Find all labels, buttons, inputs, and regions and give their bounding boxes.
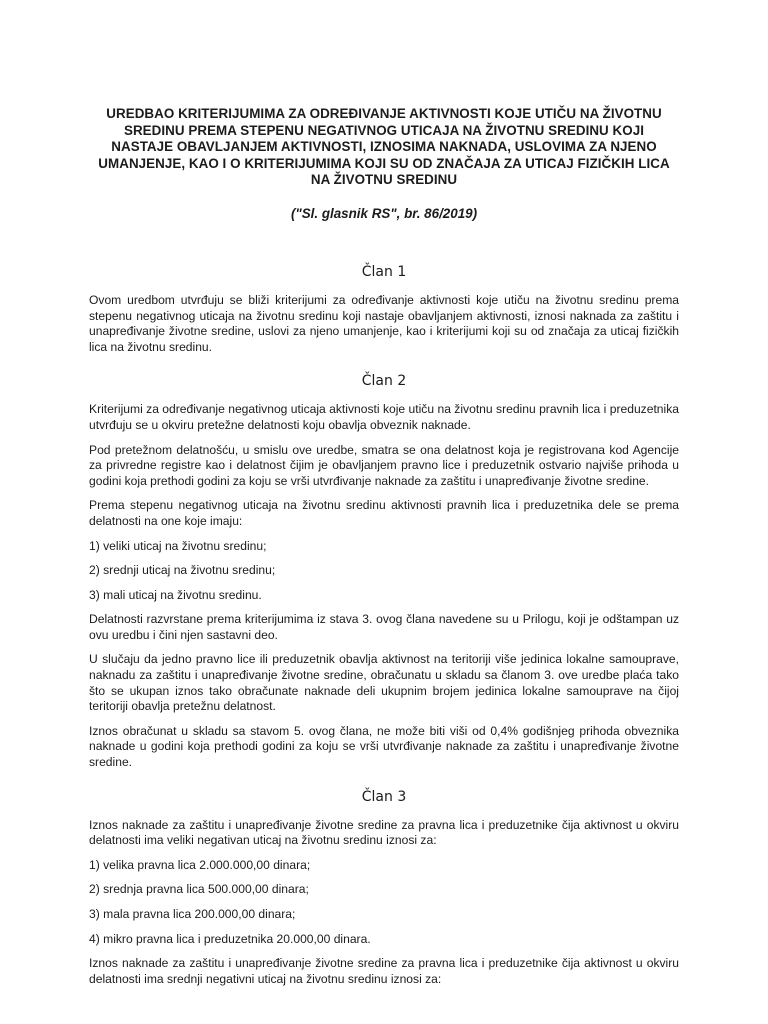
article-1 (89, 263, 679, 355)
article-heading: Član 2 (361, 373, 407, 390)
list-item: 2) srednja pravna lica 500.000,00 dinara; (89, 882, 309, 897)
paragraph: Iznos naknade za zaštitu i unapređivanje životne sredine za pravna lica i preduzetnike čija aktivnost u okviru delatnosti ima srednji negativni uticaj na životnu sredinu iznosi za: (89, 956, 679, 986)
list-item: 4) mikro pravna lica i preduzetnika 20.000,00 dinara. (89, 931, 371, 946)
paragraph: Iznos naknade za zaštitu i unapređivanje životne sredine za pravna lica i preduzetnike čija aktivnost u okviru delatnosti ima veliki negativan uticaj na životnu sredinu iznosi za: (89, 817, 679, 848)
list-item: 1) veliki uticaj na životnu sredinu; (89, 538, 267, 553)
paragraph: U slučaju da jedno pravno lice ili preduzetnik obavlja aktivnost na teritoriji više jedinica lokalne samouprave, naknadu za zaštitu i unapređivanje životne sredine, obračunatu u skladu sa članom 3. ove uredbe plaća tako što se ukupan iznos tako obračunate naknade deli ukupnim brojem jedinica lokalne samouprave na čijoj teritoriji obavlja pretežnu delatnost. (89, 652, 679, 714)
paragraph: Pod pretežnom delatnošću, u smislu ove uredbe, smatra se ona delatnost koja je registrovana kod Agencije za privredne registre kao i delatnost čijim je obavljanjem pravno lice i preduzetnik ostvario najviše prihoda u godini koja prethodi godini za koju se vrši utvrđivanje naknade za zaštitu i unapređivanje životne sredine. (89, 442, 679, 488)
article-2 (89, 372, 679, 770)
article-3 (89, 788, 679, 988)
paragraph: Ovom uredbom utvrđuju se bliži kriterijumi za određivanje aktivnosti koje utiču na životnu sredinu prema stepenu negativnog uticaja na životnu sredinu koji nastaje obavljanjem aktivnosti, iznosi naknada za zaštitu i unapređivanje životne sredine, uslovi za njeno umanjenje, kao i kriterijumi koji su od značaja za uticaj fizičkih lica na životnu sredinu. (89, 292, 679, 354)
list-item: 1) velika pravna lica 2.000.000,00 dinara; (89, 857, 311, 872)
article-heading: Član 3 (361, 788, 407, 805)
document-title: UREDBAO KRITERIJUMIMA ZA ODREĐIVANJE AKTIVNOSTI KOJE UTIČU NA ŽIVOTNU SREDINU PREMA STEPENU NEGATIVNOG UTICAJA NA ŽIVOTNU SREDINU KOJI NASTAJE OBAVLJANJEM AKTIVNOSTI, IZNOSIMA NAKNADA, USLOVIMA ZA NJENO UMANJENJE, KAO I O KRITERIJUMIMA KOJI SU OD ZNAČAJA ZA UTICAJ FIZIČKIH LICA NA ŽIVOTNU SREDINU (98, 106, 670, 188)
paragraph: Iznos obračunat u skladu sa stavom 5. ovog člana, ne može biti viši od 0,4% godišnjeg prihoda obveznika naknade u godini koja prethodi godini za koju se vrši utvrđivanje naknade za zaštitu i unapređivanje životne sredine. (89, 723, 679, 770)
paragraph: Delatnosti razvrstane prema kriterijumima iz stava 3. ovog člana navedene su u Prilogu, koji je odštampan uz ovu uredbu i čini njen sastavni deo. (89, 612, 679, 642)
paragraph: Prema stepenu negativnog uticaja na životnu sredinu aktivnosti pravnih lica i preduzetnika dele se prema delatnosti na one koje imaju: (89, 498, 679, 528)
document-subtitle: ("Sl. glasnik RS", br. 86/2019) (290, 205, 478, 221)
list-item: 2) srednji uticaj na životnu sredinu; (89, 563, 276, 578)
list-item: 3) mala pravna lica 200.000,00 dinara; (89, 907, 296, 921)
document-page (89, 106, 679, 987)
article-heading: Član 1 (361, 263, 407, 280)
list-item: 3) mali uticaj na životnu sredinu. (89, 587, 262, 602)
paragraph: Kriterijumi za određivanje negativnog uticaja aktivnosti koje utiču na životnu sredinu pravnih lica i preduzetnika utvrđuju se u okviru pretežne delatnosti koju obavlja obveznik naknade. (89, 402, 679, 432)
